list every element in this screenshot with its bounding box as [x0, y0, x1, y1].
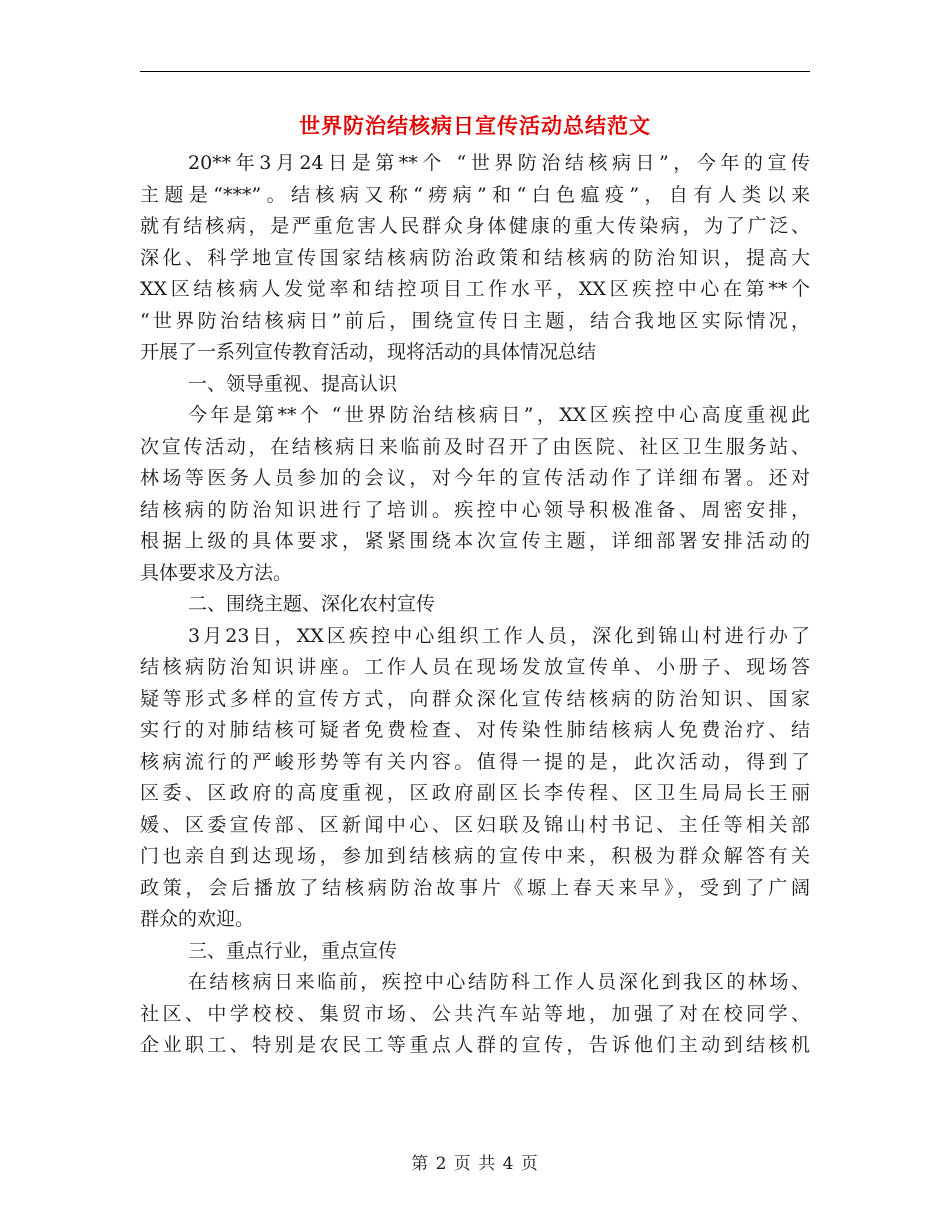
text-line: XX区结核病人发觉率和结控项目工作水平，XX区疾控中心在第**个 [140, 278, 810, 300]
text-line: 今年是第**个 “世界防治结核病日”，XX区疾控中心高度重视此 [188, 404, 810, 426]
text-line: 企业职工、特别是农民工等重点人群的宣传，告诉他们主动到结核机 [140, 1034, 810, 1056]
text-line: 区委、区政府的高度重视，区政府副区长李传程、区卫生局局长王丽 [140, 782, 810, 804]
text-line: 次宣传活动，在结核病日来临前及时召开了由医院、社区卫生服务站、 [140, 435, 810, 458]
text-line: 开展了一系列宣传教育活动，现将活动的具体情况总结 [140, 341, 597, 363]
text-line: 结核病防治知识讲座。工作人员在现场发放宣传单、小册子、现场答 [140, 656, 810, 678]
text-line: 林场等医务人员参加的会议，对今年的宣传活动作了详细布署。还对 [140, 467, 810, 489]
text-line: 就有结核病，是严重危害人民群众身体健康的重大传染病，为了广泛、 [140, 215, 810, 237]
text-line: 根据上级的具体要求，紧紧围绕本次宣传主题，详细部署安排活动的 [140, 530, 810, 552]
text-line: 疑等形式多样的宣传方式，向群众深化宣传结核病的防治知识、国家 [140, 687, 810, 710]
text-line: 门也亲自到达现场，参加到结核病的宣传中来，积极为群众解答有关 [140, 845, 810, 867]
text-line: “世界防治结核病日”前后，围绕宣传日主题，结合我地区实际情况， [140, 309, 810, 332]
text-line: 三、重点行业，重点宣传 [188, 939, 398, 962]
text-line: 具体要求及方法。 [140, 561, 293, 584]
text-line: 一、领导重视、提高认识 [188, 372, 398, 395]
text-line: 二、围绕主题、深化农村宣传 [188, 593, 436, 615]
text-line: 3月23日，XX区疾控中心组织工作人员，深化到锦山村进行办了 [188, 624, 810, 647]
document-body [140, 148, 810, 1062]
text-line: 媛、区委宣传部、区新闻中心、区妇联及锦山村书记、主任等相关部 [140, 813, 810, 836]
page-footer: 第 2 页 共 4 页 [411, 1154, 539, 1174]
text-line: 社区、中学校校、集贸市场、公共汽车站等地，加强了对在校同学、 [140, 1002, 810, 1025]
text-line: 20**年3月24日是第**个 “世界防治结核病日”，今年的宣传 [188, 152, 810, 174]
text-line: 群众的欢迎。 [140, 908, 255, 930]
text-line: 实行的对肺结核可疑者免费检查、对传染性肺结核病人免费治疗、结 [140, 719, 810, 741]
text-line: 在结核病日来临前，疾控中心结防科工作人员深化到我区的林场、 [188, 971, 810, 993]
header-rule [140, 71, 810, 72]
text-line: 深化、科学地宣传国家结核病防治政策和结核病的防治知识，提高大 [140, 246, 810, 269]
text-line: 主题是“***”。结核病又称“痨病”和“白色瘟疫”，自有人类以来 [140, 183, 810, 206]
text-line: 政策，会后播放了结核病防治故事片《塬上春天来早》，受到了广阔 [140, 876, 810, 899]
text-line: 结核病的防治知识进行了培训。疾控中心领导积极准备、周密安排， [140, 498, 810, 521]
document-title: 世界防治结核病日宣传活动总结范文 [299, 113, 651, 138]
text-line: 核病流行的严峻形势等有关内容。值得一提的是，此次活动，得到了 [140, 750, 810, 773]
